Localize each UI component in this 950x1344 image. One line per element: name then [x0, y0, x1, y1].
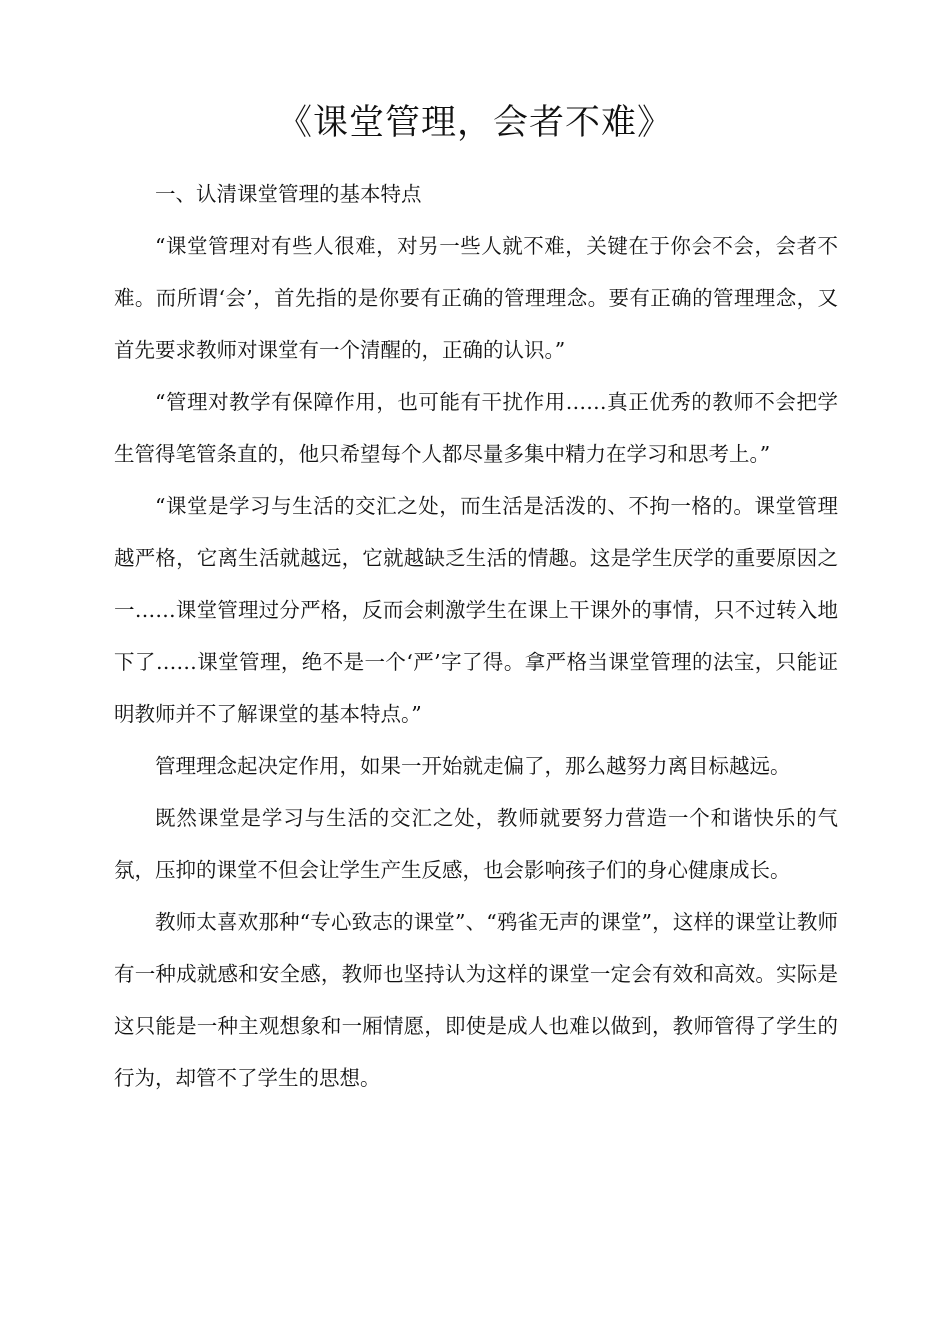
paragraph: 管理理念起决定作用，如果一开始就走偏了，那么越努力离目标越远。 — [155, 754, 791, 778]
paragraph: “管理对教学有保障作用，也可能有干扰作用……真正优秀的教师不会把学生管得笔管条直的，他只希望每个人都尽量多集中精力在学习和思考上。” — [114, 390, 838, 466]
paragraph: 教师太喜欢那种“专心致志的课堂”、“鸦雀无声的课堂”，这样的课堂让教师有一种成就感和安全感，教师也坚持认为这样的课堂一定会有效和高效。实际是这只能是一种主观想象和一厢情愿，即使是成人也难以做到，教师管得了学生的行为，却管不了学生的思想。 — [114, 910, 838, 1090]
document-title: 《课堂管理，会者不难》 — [276, 103, 673, 143]
document-body — [114, 168, 838, 1104]
paragraph: “课堂是学习与生活的交汇之处，而生活是活泼的、不拘一格的。课堂管理越严格，它离生活就越远，它就越缺乏生活的情趣。这是学生厌学的重要原因之一……课堂管理过分严格，反而会刺激学生在课上干课外的事情，只不过转入地下了……课堂管理，绝不是一个‘严’字了得。拿严格当课堂管理的法宝，只能证明教师并不了解课堂的基本特点。” — [114, 494, 838, 726]
paragraph: “课堂管理对有些人很难，对另一些人就不难，关键在于你会不会，会者不难。而所谓‘会’，首先指的是你要有正确的管理理念。要有正确的管理理念，又首先要求教师对课堂有一个清醒的，正确的认识。” — [114, 234, 838, 362]
section-heading: 一、认清课堂管理的基本特点 — [155, 182, 422, 206]
paragraph: 既然课堂是学习与生活的交汇之处，教师就要努力营造一个和谐快乐的气氛，压抑的课堂不但会让学生产生反感，也会影响孩子们的身心健康成长。 — [114, 806, 838, 882]
